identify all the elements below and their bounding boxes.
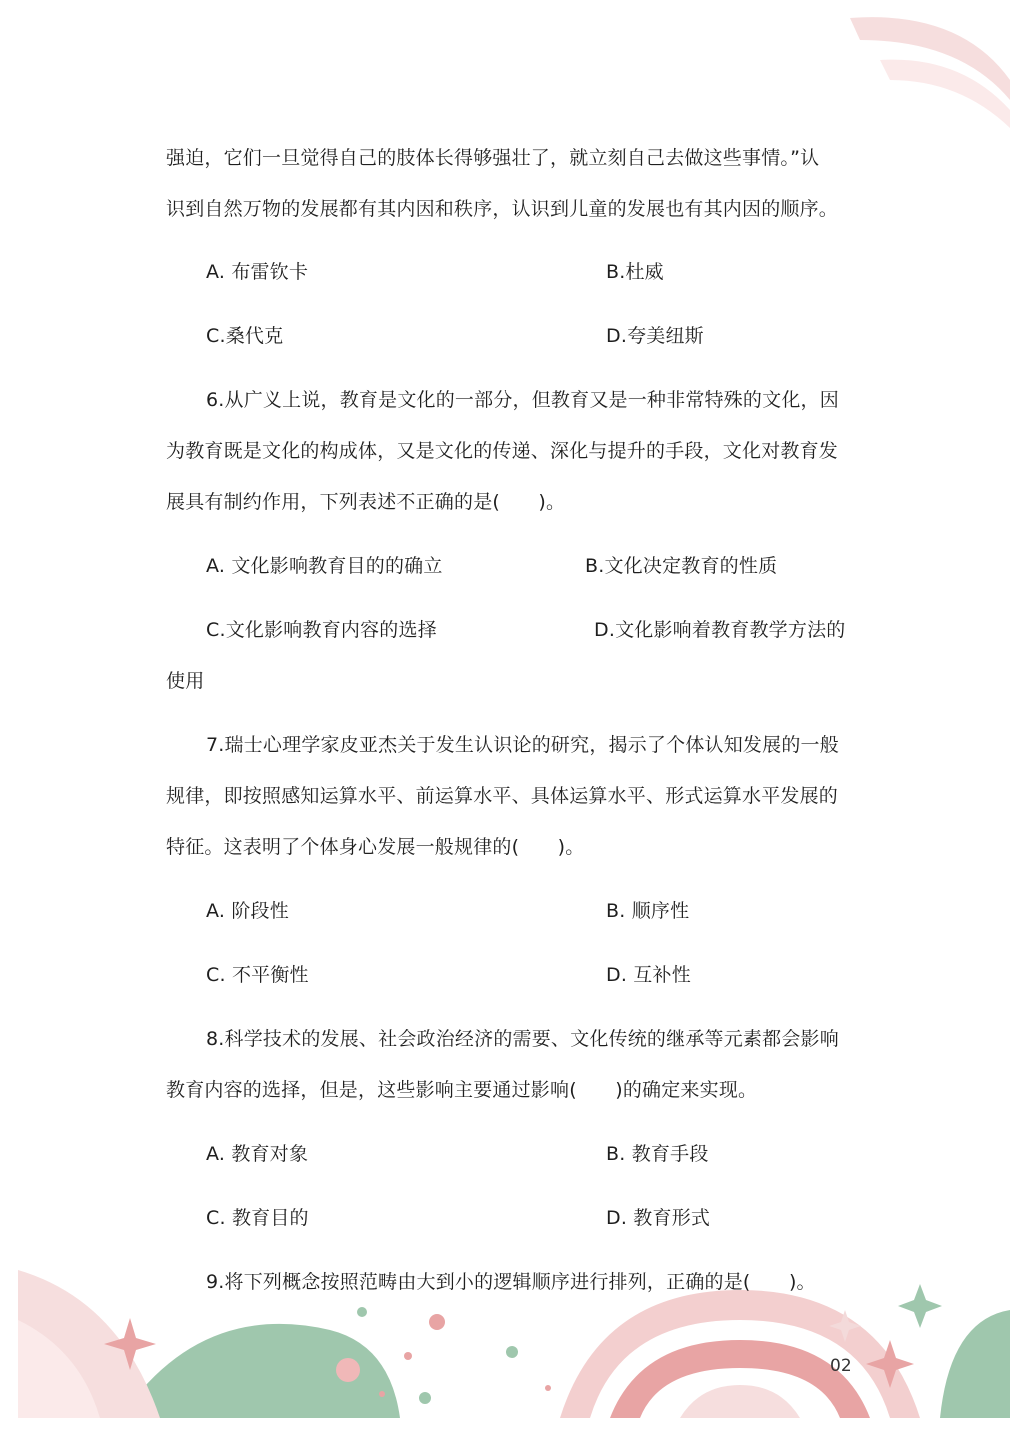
paragraph-line: 识到自然万物的发展都有其内因和秩序，认识到儿童的发展也有其内因的顺序。 xyxy=(166,198,839,220)
page-number: 02 xyxy=(830,1356,852,1376)
option-a: A. 布雷钦卡 xyxy=(206,261,309,283)
question-6-line: 6.从广义上说，教育是文化的一部分，但教育又是一种非常特殊的文化，因 xyxy=(206,389,839,411)
question-7-line: 7.瑞士心理学家皮亚杰关于发生认识论的研究，揭示了个体认知发展的一般 xyxy=(206,734,839,756)
option-d-continuation: 使用 xyxy=(166,670,205,692)
option-d: D. 教育形式 xyxy=(606,1207,711,1229)
question-7-line: 特征。这表明了个体身心发展一般规律的( )。 xyxy=(166,836,585,858)
question-6-line: 展具有制约作用，下列表述不正确的是( )。 xyxy=(166,491,566,513)
option-a: A. 文化影响教育目的的确立 xyxy=(206,555,443,577)
option-b: B.杜威 xyxy=(606,261,664,283)
option-a: A. 阶段性 xyxy=(206,900,289,922)
paragraph-line: 强迫，它们一旦觉得自己的肢体长得够强壮了，就立刻自己去做这些事情。”认 xyxy=(166,147,820,169)
option-b: B. 教育手段 xyxy=(606,1143,709,1165)
option-d: D.夸美纽斯 xyxy=(606,325,704,347)
option-c: C.桑代克 xyxy=(206,325,284,347)
bottom-right-arc-decoration xyxy=(560,1290,1010,1418)
option-d: D. 互补性 xyxy=(606,964,691,986)
question-6-line: 为教育既是文化的构成体，又是文化的传递、深化与提升的手段，文化对教育发 xyxy=(166,440,839,462)
option-d: D.文化影响着教育教学方法的 xyxy=(594,619,846,641)
option-c: C.文化影响教育内容的选择 xyxy=(206,619,437,641)
option-a: A. 教育对象 xyxy=(206,1143,309,1165)
question-9-line: 9.将下列概念按照范畴由大到小的逻辑顺序进行排列，正确的是( )。 xyxy=(206,1271,816,1293)
question-7-line: 规律，即按照感知运算水平、前运算水平、具体运算水平、形式运算水平发展的 xyxy=(166,785,839,807)
sparkle-icon xyxy=(898,1284,942,1328)
option-b: B.文化决定教育的性质 xyxy=(585,555,778,577)
top-right-arc-decoration xyxy=(850,17,1010,128)
option-b: B. 顺序性 xyxy=(606,900,690,922)
question-8-line: 8.科学技术的发展、社会政治经济的需要、文化传统的继承等元素都会影响 xyxy=(206,1028,839,1050)
option-c: C. 教育目的 xyxy=(206,1207,309,1229)
question-8-line: 教育内容的选择，但是，这些影响主要通过影响( )的确定来实现。 xyxy=(166,1079,758,1101)
option-c: C. 不平衡性 xyxy=(206,964,309,986)
